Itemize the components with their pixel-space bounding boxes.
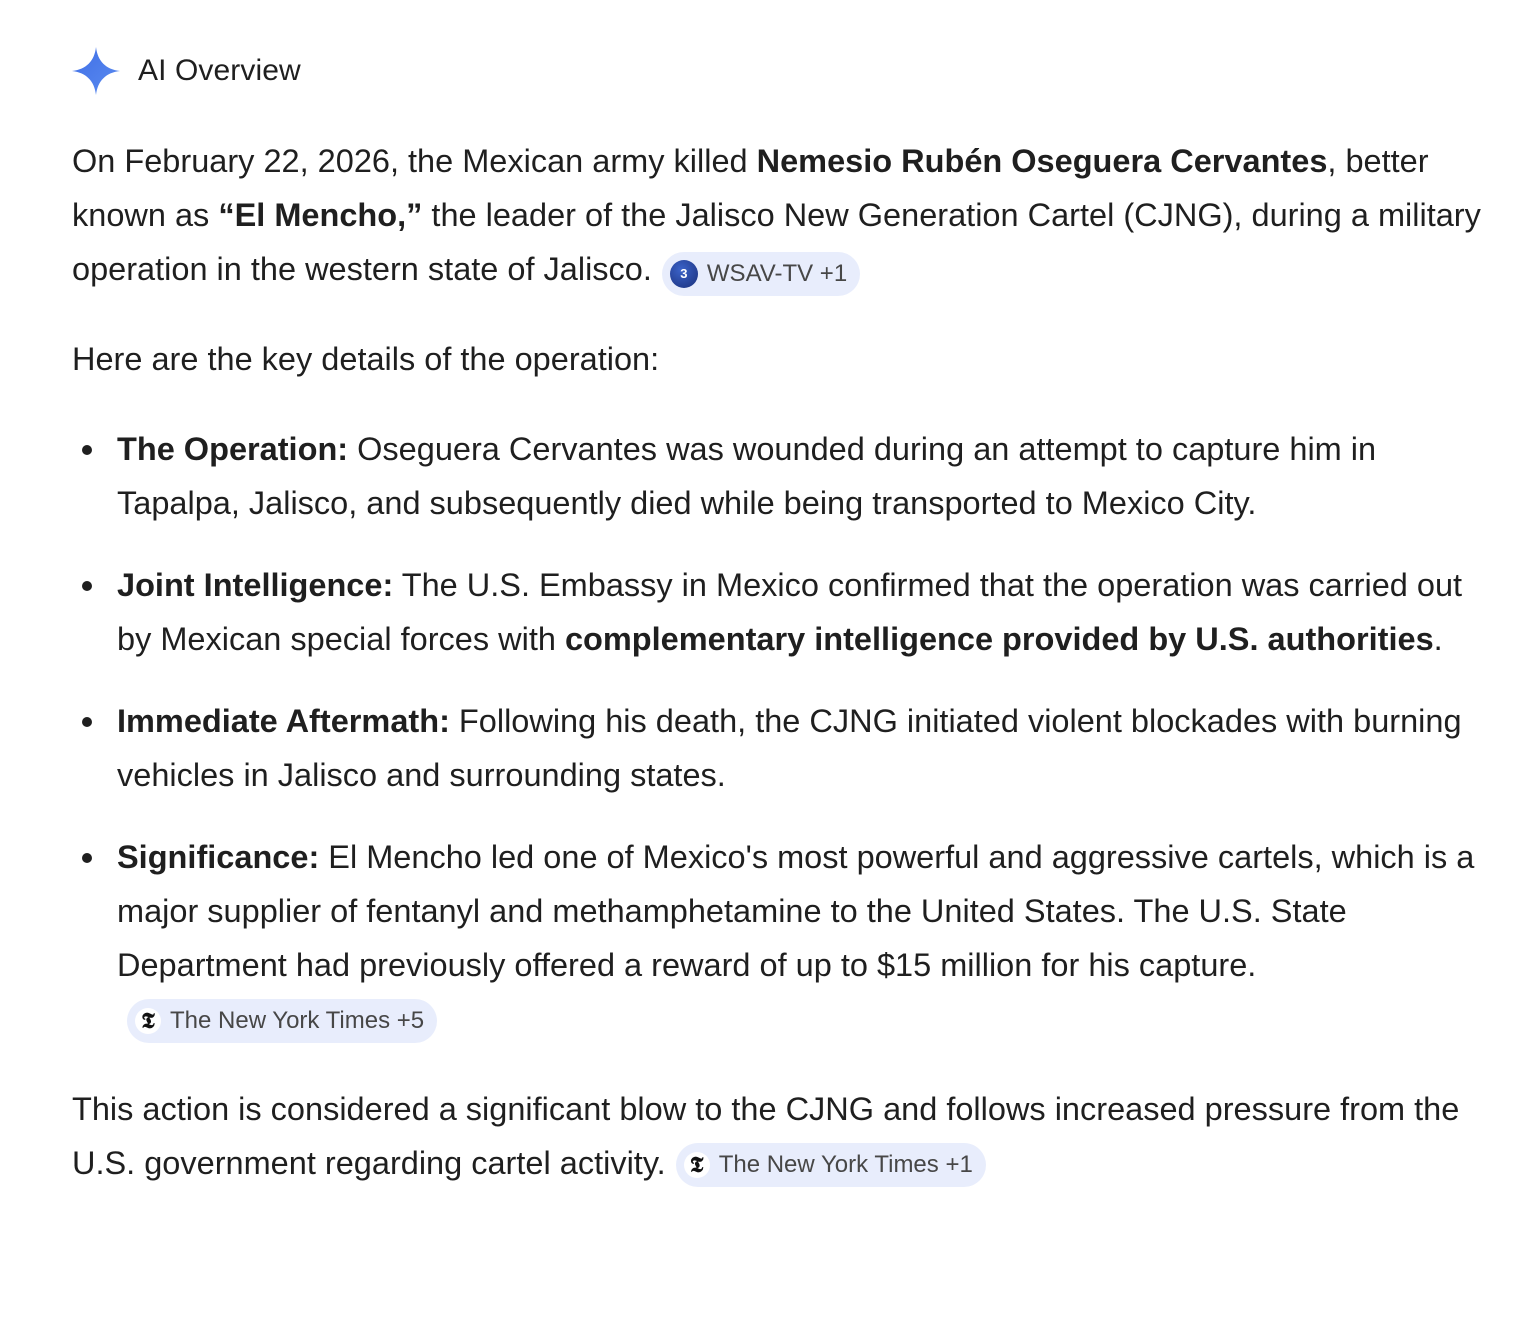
sparkle-icon bbox=[70, 45, 122, 97]
list-item-title: Immediate Aftermath: bbox=[117, 703, 450, 739]
list-item-operation bbox=[72, 422, 1499, 530]
list-item-title: The Operation: bbox=[117, 431, 349, 467]
ai-overview-header bbox=[70, 46, 1499, 96]
list-item-significance bbox=[72, 830, 1499, 1046]
list-item-aftermath bbox=[72, 694, 1499, 802]
nyt-logo-icon: 𝕿 bbox=[135, 1008, 161, 1034]
intro-bold-alias: “El Mencho,” bbox=[218, 197, 423, 233]
list-item-end: . bbox=[1433, 621, 1443, 657]
list-item-title: Joint Intelligence: bbox=[117, 567, 394, 603]
source-chip-label: WSAV-TV +1 bbox=[706, 260, 848, 287]
details-list bbox=[72, 422, 1499, 1046]
intro-bold-name: Nemesio Rubén Oseguera Cervantes bbox=[756, 143, 1328, 179]
intro-text-2: , better known as bbox=[72, 143, 1429, 233]
intro-text-3: the leader of the Jalisco New Generation Cartel (CJNG), during a military operation in the western state of Jalisco. bbox=[72, 197, 1481, 287]
wsav-logo-icon: 3 bbox=[670, 260, 698, 288]
source-chip-wsav[interactable] bbox=[662, 252, 860, 296]
list-item-bold-text: complementary intelligence provided by U.S. authorities bbox=[564, 621, 1434, 657]
conclusion-paragraph bbox=[72, 1082, 1499, 1190]
source-chip-nyt[interactable] bbox=[676, 1143, 986, 1187]
lead-paragraph: Here are the key details of the operation: bbox=[72, 341, 660, 377]
conclusion-text: This action is considered a significant blow to the CJNG and follows increased pressure from the U.S. government regarding cartel activity. bbox=[72, 1091, 1460, 1181]
nyt-logo-icon: 𝕿 bbox=[684, 1152, 710, 1178]
list-item-text: Following his death, the CJNG initiated violent blockades with burning vehicles in Jalisco and surrounding states. bbox=[117, 703, 1462, 793]
source-chip-nyt[interactable] bbox=[127, 999, 437, 1043]
source-chip-label: The New York Times +1 bbox=[718, 1151, 973, 1178]
source-chip-label: The New York Times +5 bbox=[170, 1007, 425, 1034]
list-item-text: El Mencho led one of Mexico's most powerful and aggressive cartels, which is a major supplier of fentanyl and methamphetamine to the United States. The U.S. State Department had previously offered a reward of up to $15 million for his capture. bbox=[117, 839, 1475, 983]
list-item-text: Oseguera Cervantes was wounded during an attempt to capture him in Tapalpa, Jalisco, and subsequently died while being transported to Mexico City. bbox=[117, 431, 1377, 521]
list-item-title: Significance: bbox=[117, 839, 320, 875]
intro-text-1: On February 22, 2026, the Mexican army killed bbox=[72, 143, 757, 179]
list-item-text: The U.S. Embassy in Mexico confirmed that the operation was carried out by Mexican special forces with bbox=[117, 567, 1463, 657]
intro-paragraph bbox=[72, 134, 1499, 296]
list-item-joint-intelligence bbox=[72, 558, 1499, 666]
ai-overview-title: AI Overview bbox=[138, 54, 301, 87]
ai-overview-panel bbox=[0, 46, 1539, 1190]
